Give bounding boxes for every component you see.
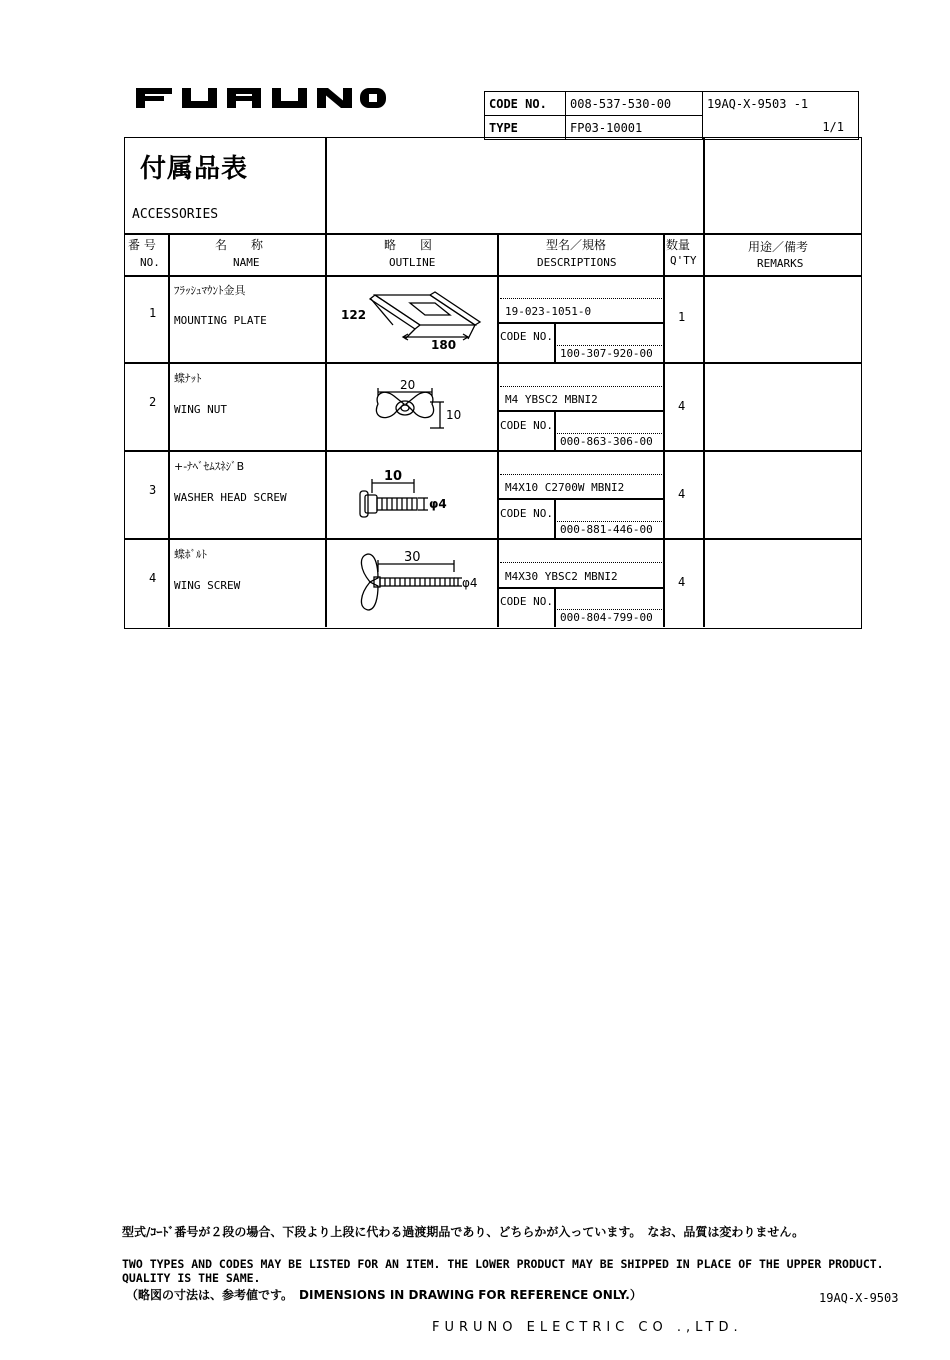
item-1-name-en: MOUNTING PLATE	[174, 314, 267, 327]
page-number: 1/1	[703, 116, 859, 140]
item-2-dim-a: 20	[400, 378, 416, 392]
item-3-description: M4X10 C2700W MBNI2	[505, 481, 625, 494]
col-no-jp: 番 号	[128, 238, 156, 252]
footer-note-en-2: QUALITY IS THE SAME.	[122, 1271, 261, 1285]
type-value: FP03-10001	[566, 116, 703, 140]
item-2-qty: 4	[678, 399, 686, 413]
title-jp: 付属品表	[140, 154, 249, 184]
wing-nut-drawing	[370, 374, 480, 434]
wing-screw-drawing	[350, 546, 490, 618]
item-1-code: 100-307-920-00	[560, 347, 653, 360]
item-3-no: 3	[149, 483, 157, 497]
type-label: TYPE	[485, 116, 566, 140]
item-3-name-jp: +-ﾅﾍﾞｾﾑｽﾈｼﾞB	[174, 460, 245, 473]
item-1-name-jp: ﾌﾗｯｼｭﾏｳﾝﾄ金具	[174, 284, 246, 297]
footer-doc-no: 19AQ-X-9503	[819, 1291, 899, 1305]
item-2-name-en: WING NUT	[174, 403, 227, 416]
item-3-dim-a: 10	[384, 469, 403, 484]
col-qty-jp: 数量	[666, 238, 691, 252]
col-qty-en: Q'TY	[670, 254, 697, 267]
item-2-code: 000-863-306-00	[560, 435, 653, 448]
col-remarks-en: REMARKS	[757, 257, 804, 270]
item-2-code-label: CODE NO.	[500, 419, 553, 432]
doc-ref: 19AQ-X-9503 -1	[703, 92, 859, 116]
mounting-plate-drawing	[335, 285, 495, 357]
footer-note-en-1: TWO TYPES AND CODES MAY BE LISTED FOR AN ITEM. THE LOWER PRODUCT MAY BE SHIPPED IN PLACE OF THE UPPER PRODUCT.	[122, 1257, 884, 1271]
item-1-code-label: CODE NO.	[500, 330, 553, 343]
item-1-dim-a: 122	[341, 308, 367, 322]
item-4-description: M4X30 YBSC2 MBNI2	[505, 570, 618, 583]
item-4-code: 000-804-799-00	[560, 611, 653, 624]
code-no-label: CODE NO.	[485, 92, 566, 116]
col-desc-en: DESCRIPTIONS	[537, 256, 617, 269]
item-2-dim-b: 10	[446, 408, 462, 422]
col-outline-en: OUTLINE	[389, 256, 436, 269]
furuno-logo	[136, 86, 386, 110]
col-name-jp: 名 称	[215, 238, 264, 252]
item-1-dim-b: 180	[431, 338, 457, 352]
item-4-name-en: WING SCREW	[174, 579, 241, 592]
item-2-no: 2	[149, 395, 157, 409]
item-4-qty: 4	[678, 575, 686, 589]
item-3-dim-b: φ4	[429, 497, 447, 511]
col-remarks-jp: 用途／備考	[748, 240, 809, 254]
item-4-name-jp: 蝶ﾎﾞﾙﾄ	[174, 548, 207, 561]
code-no-value: 008-537-530-00	[566, 92, 703, 116]
item-4-dim-b: φ4	[462, 576, 478, 590]
footer-note-jp: 型式/ｺｰﾄﾞ番号が２段の場合、下段より上段に代わる過渡期品であり、どちらかが入っています。 なお、品質は変わりません。	[122, 1225, 805, 1239]
item-3-code-label: CODE NO.	[500, 507, 553, 520]
item-3-code: 000-881-446-00	[560, 523, 653, 536]
item-4-dim-a: 30	[404, 550, 421, 565]
washer-head-screw-drawing	[350, 463, 490, 523]
item-1-no: 1	[149, 306, 157, 320]
col-no-en: NO.	[140, 256, 160, 269]
accessories-table	[124, 137, 862, 629]
item-3-name-en: WASHER HEAD SCREW	[174, 491, 287, 504]
item-1-description: 19-023-1051-0	[505, 305, 592, 318]
col-desc-jp: 型名／規格	[546, 238, 607, 252]
item-2-name-jp: 蝶ﾅｯﾄ	[174, 372, 202, 385]
item-4-no: 4	[149, 571, 157, 585]
code-table	[484, 91, 859, 140]
item-4-code-label: CODE NO.	[500, 595, 553, 608]
footer-note-ref: （略図の寸法は、参考値です。 DIMENSIONS IN DRAWING FOR REFERENCE ONLY.）	[126, 1288, 642, 1302]
item-1-qty: 1	[678, 310, 686, 324]
company-name: FURUNO ELECTRIC CO .,LTD.	[432, 1320, 743, 1335]
col-outline-jp: 略 図	[384, 238, 433, 252]
item-3-qty: 4	[678, 487, 686, 501]
col-name-en: NAME	[233, 256, 260, 269]
item-2-description: M4 YBSC2 MBNI2	[505, 393, 598, 406]
title-en: ACCESSORIES	[132, 207, 219, 222]
